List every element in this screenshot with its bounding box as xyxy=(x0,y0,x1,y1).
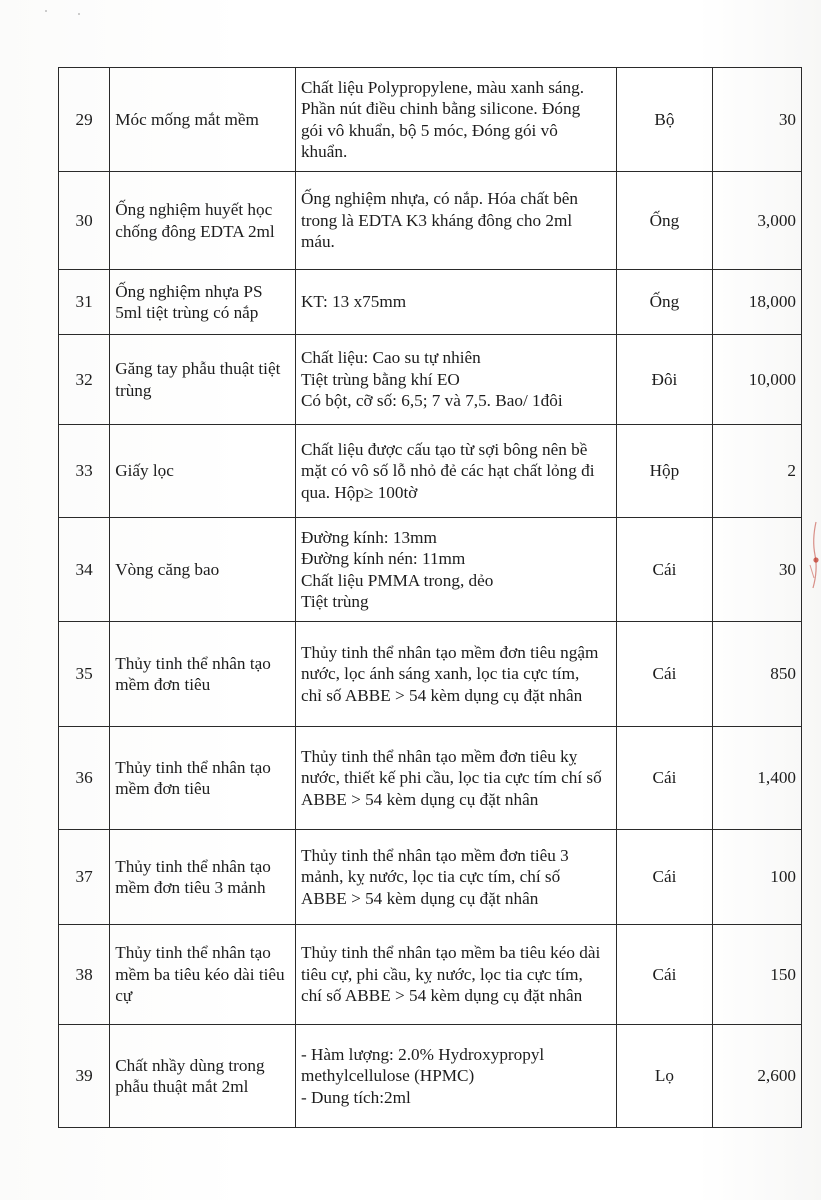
spec-line: tiêu cự, phi cầu, kỵ nước, lọc tia cực tím, xyxy=(300,964,583,984)
item-name: Ống nghiệm huyết học chống đông EDTA 2ml xyxy=(110,172,296,270)
item-quantity: 850 xyxy=(712,622,801,727)
table-row xyxy=(59,622,802,727)
item-unit: Đôi xyxy=(617,335,712,425)
item-unit: Bộ xyxy=(617,68,712,172)
item-unit: Cái xyxy=(617,518,712,622)
item-specification xyxy=(295,1025,616,1128)
spec-line: Chất liệu PMMA trong, dẻo xyxy=(300,570,494,590)
spec-line: Thủy tinh thể nhân tạo mềm đơn tiêu 3 xyxy=(300,845,569,865)
item-name: Găng tay phẫu thuật tiệt trùng xyxy=(110,335,296,425)
item-quantity: 30 xyxy=(712,68,801,172)
spec-line: ABBE > 54 kèm dụng cụ đặt nhân xyxy=(300,888,539,908)
spec-line: ABBE > 54 kèm dụng cụ đặt nhân xyxy=(300,789,539,809)
item-number: 38 xyxy=(59,925,110,1025)
spec-line: khuẩn. xyxy=(300,142,348,161)
item-specification xyxy=(295,425,616,518)
item-number: 32 xyxy=(59,335,110,425)
item-unit: Cái xyxy=(617,727,712,830)
spec-line: Đường kính: 13mm xyxy=(300,527,437,547)
item-quantity: 3,000 xyxy=(712,172,801,270)
spec-line: chí số ABBE > 54 kèm dụng cụ đặt nhân xyxy=(300,986,583,1006)
item-number: 39 xyxy=(59,1025,110,1128)
spec-line: Chất liệu: Cao su tự nhiên xyxy=(300,348,481,368)
item-specification xyxy=(295,335,616,425)
item-quantity: 100 xyxy=(712,830,801,925)
item-quantity: 2 xyxy=(712,425,801,518)
item-quantity: 30 xyxy=(712,518,801,622)
item-number: 36 xyxy=(59,727,110,830)
paper-speck xyxy=(78,13,80,15)
spec-line: Có bột, cỡ số: 6,5; 7 và 7,5. Bao/ 1đôi xyxy=(300,391,563,411)
item-number: 33 xyxy=(59,425,110,518)
item-name: Giấy lọc xyxy=(110,425,296,518)
spec-line: máu. xyxy=(300,232,335,252)
spec-line: - Hàm lượng: 2.0% Hydroxypropyl xyxy=(300,1044,545,1064)
item-unit: Cái xyxy=(617,622,712,727)
paper-speck xyxy=(45,10,47,12)
spec-line: Tiệt trùng xyxy=(300,592,369,611)
item-number: 35 xyxy=(59,622,110,727)
item-unit: Lọ xyxy=(617,1025,712,1128)
spec-line: Tiệt trùng bằng khí EO xyxy=(300,369,460,389)
spec-line: chỉ số ABBE > 54 kèm dụng cụ đặt nhân xyxy=(300,685,583,705)
spec-line: Phần nút điều chinh bằng silicone. Đóng xyxy=(300,99,581,118)
spec-line: - Dung tích:2ml xyxy=(300,1087,411,1107)
item-quantity: 10,000 xyxy=(712,335,801,425)
table-row xyxy=(59,172,802,270)
spec-line: Ống nghiệm nhựa, có nắp. Hóa chất bên xyxy=(300,189,579,209)
item-name: Ống nghiệm nhựa PS 5ml tiệt trùng có nắp xyxy=(110,270,296,335)
spec-line: nước, lọc ánh sáng xanh, lọc tia cực tím, xyxy=(300,664,580,684)
item-unit: Cái xyxy=(617,830,712,925)
item-name: Thủy tinh thể nhân tạo mềm đơn tiêu xyxy=(110,727,296,830)
item-specification xyxy=(295,518,616,622)
spec-line: Thủy tinh thể nhân tạo mềm ba tiêu kéo dài xyxy=(300,943,601,963)
item-number: 34 xyxy=(59,518,110,622)
items-table xyxy=(58,67,802,1128)
red-stamp-fragment xyxy=(806,520,820,590)
table-row xyxy=(59,518,802,622)
table-row xyxy=(59,68,802,172)
item-unit: Hộp xyxy=(617,425,712,518)
spec-line: Đường kính nén: 11mm xyxy=(300,549,466,568)
item-specification xyxy=(295,270,616,335)
document-page xyxy=(58,67,802,1128)
item-specification xyxy=(295,172,616,270)
spec-line: gói vô khuẩn, bộ 5 móc, Đóng gói vô xyxy=(300,120,558,140)
spec-line: mặt có vô số lỗ nhỏ đẻ các hạt chất lỏng đi xyxy=(300,461,595,481)
spec-line: Chất liệu Polypropylene, màu xanh sáng. xyxy=(300,77,585,97)
table-row xyxy=(59,925,802,1025)
item-unit: Ống xyxy=(617,172,712,270)
table-row xyxy=(59,270,802,335)
spec-line: KT: 13 x75mm xyxy=(300,292,407,312)
item-name: Chất nhầy dùng trong phẫu thuật mắt 2ml xyxy=(110,1025,296,1128)
spec-line: trong là EDTA K3 kháng đông cho 2ml xyxy=(300,210,573,230)
item-specification xyxy=(295,622,616,727)
spec-line: Thủy tinh thể nhân tạo mềm đơn tiêu kỵ xyxy=(300,746,578,766)
item-unit: Ống xyxy=(617,270,712,335)
item-specification xyxy=(295,68,616,172)
table-row xyxy=(59,425,802,518)
spec-line: nước, thiết kế phi cầu, lọc tia cực tím chí số xyxy=(300,768,602,788)
item-number: 30 xyxy=(59,172,110,270)
item-name: Vòng căng bao xyxy=(110,518,296,622)
item-name: Thủy tinh thể nhân tạo mềm đơn tiêu xyxy=(110,622,296,727)
items-table-body xyxy=(59,68,802,1128)
table-row xyxy=(59,335,802,425)
item-name: Móc mống mắt mềm xyxy=(110,68,296,172)
item-unit: Cái xyxy=(617,925,712,1025)
spec-line: methylcellulose (HPMC) xyxy=(300,1066,475,1086)
table-row xyxy=(59,1025,802,1128)
item-specification xyxy=(295,727,616,830)
table-row xyxy=(59,830,802,925)
item-number: 29 xyxy=(59,68,110,172)
item-quantity: 2,600 xyxy=(712,1025,801,1128)
item-number: 31 xyxy=(59,270,110,335)
table-row xyxy=(59,727,802,830)
item-specification xyxy=(295,925,616,1025)
item-quantity: 18,000 xyxy=(712,270,801,335)
spec-line: Chất liệu được cấu tạo từ sợi bông nên bề xyxy=(300,439,588,459)
item-name: Thủy tinh thể nhân tạo mềm đơn tiêu 3 mảnh xyxy=(110,830,296,925)
item-quantity: 1,400 xyxy=(712,727,801,830)
spec-line: qua. Hộp≥ 100tờ xyxy=(300,482,418,502)
item-number: 37 xyxy=(59,830,110,925)
item-name: Thủy tinh thể nhân tạo mềm ba tiêu kéo dài tiêu cự xyxy=(110,925,296,1025)
spec-line: mảnh, kỵ nước, lọc tia cực tím, chí số xyxy=(300,867,561,887)
item-quantity: 150 xyxy=(712,925,801,1025)
spec-line: Thủy tinh thể nhân tạo mềm đơn tiêu ngậm xyxy=(300,642,599,662)
item-specification xyxy=(295,830,616,925)
